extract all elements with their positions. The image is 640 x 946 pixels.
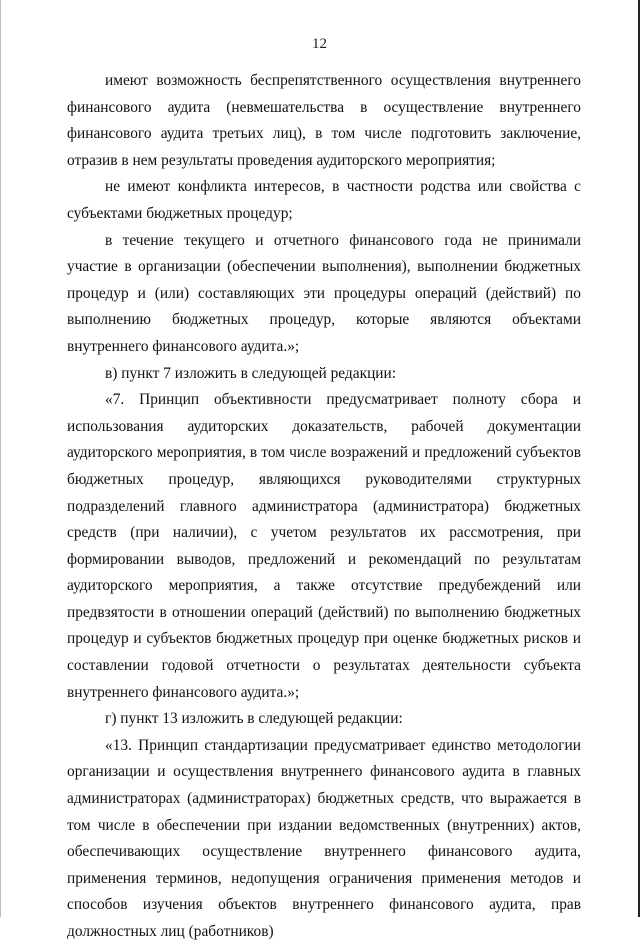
page-number: 12	[312, 36, 327, 52]
paragraph: «7. Принцип объективности предусматривает полноту сбора и использования аудиторских доказательств, рабочей документации аудиторского мероприятия, в том числе возражений и предложений субъектов бюджетных процедур, являющихся руководителями структурных подразделений главного администратора (администратора) бюджетных средств (при наличии), с учетом результатов их рассмотрения, при формировании выводов, предложений и рекомендаций по результатам аудиторского мероприятия, а также отсутствие предубеждений или предвзятости в отношении операций (действий) по выполнению бюджетных процедур и субъектов бюджетных процедур при оценке бюджетных рисков и составлении годовой отчетности о результатах деятельности субъекта внутреннего финансового аудита.»;	[67, 391, 581, 701]
paragraph: в течение текущего и отчетного финансового года не принимали участие в организации (обеспечении выполнения), выполнении бюджетных процедур и (или) составляющих эти процедуры операций (действий) по выполнению бюджетных процедур, которые являются объектами внутреннего финансового аудита.»;	[67, 231, 581, 355]
paragraph: «13. Принцип стандартизации предусматривает единство методологии организации и осуществления внутреннего финансового аудита в главных администраторах (администраторах) бюджетных средств, что выражается в том числе в обеспечении при издании ведомственных (внутренних) актов, обеспечивающих осуществление внутреннего финансового аудита, применения терминов, недопущения ограничения применения методов и способов изучения объектов внутреннего финансового аудита, прав должностных лиц (работников)	[67, 736, 581, 940]
paragraph: г) пункт 13 изложить в следующей редакции:	[105, 710, 403, 728]
paragraph: в) пункт 7 изложить в следующей редакции:	[105, 364, 397, 382]
paragraph: не имеют конфликта интересов, в частности родства или свойства с субъектами бюджетных процедур;	[67, 178, 581, 222]
paragraph: имеют возможность беспрепятственного осуществления внутреннего финансового аудита (невмешательства в осуществление внутреннего финансового аудита третьих лиц), в том числе подготовить заключение, отразив в нем результаты проведения аудиторского мероприятия;	[67, 72, 581, 169]
body-text	[67, 68, 581, 946]
